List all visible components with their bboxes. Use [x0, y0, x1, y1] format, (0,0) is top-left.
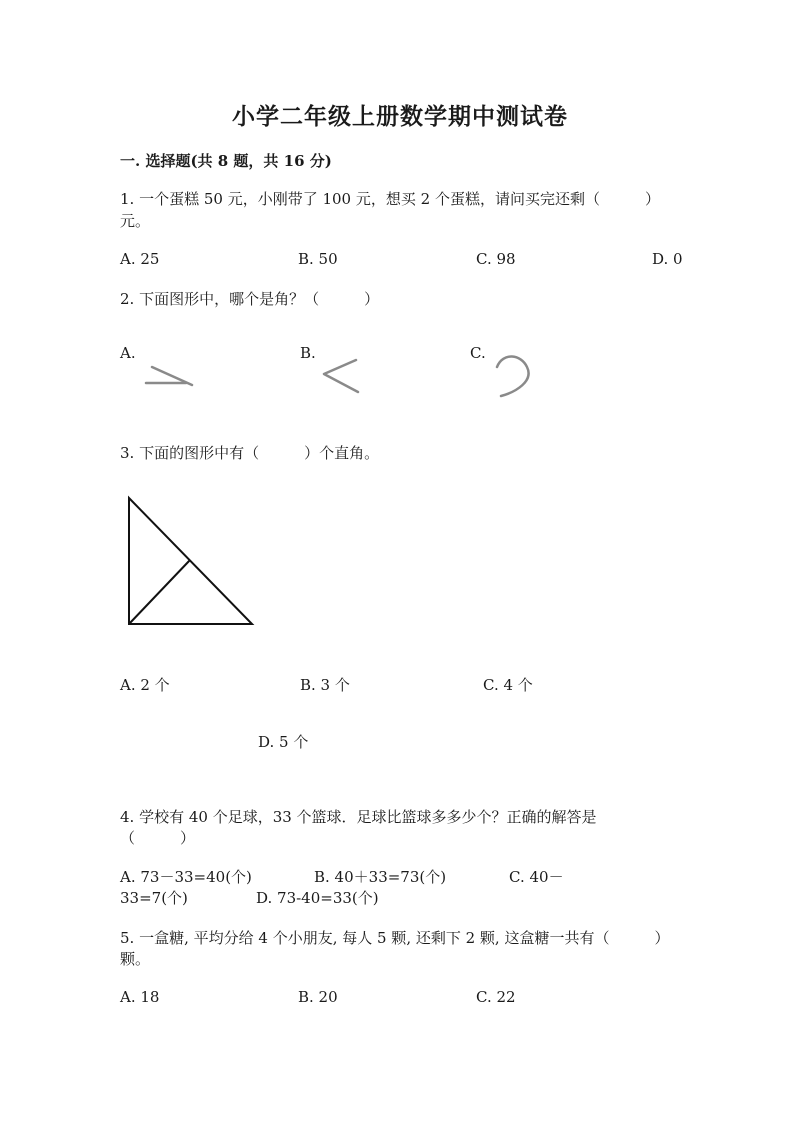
question-2-option-b: B.	[300, 344, 316, 362]
question-5-text-cont: 颗。	[120, 950, 151, 968]
question-3-text: 3. 下面的图形中有（ ）个直角。	[120, 444, 380, 462]
question-1-option-d: D. 0	[652, 250, 683, 268]
question-4-option-c-cont: 33=7(个)	[120, 889, 188, 907]
question-3-option-c: C. 4 个	[483, 676, 533, 694]
inner-segment	[129, 560, 190, 624]
question-3-option-d: D. 5 个	[258, 733, 309, 751]
question-3-option-a: A. 2 个	[120, 676, 170, 694]
question-4-text-cont: （ ）	[120, 829, 196, 847]
question-1-option-c: C. 98	[476, 250, 516, 268]
question-4-option-b: B. 40＋33=73(个)	[314, 868, 447, 886]
section-heading: 一. 选择题(共 8 题，共 16 分)	[120, 152, 332, 170]
page-title: 小学二年级上册数学期中测试卷	[232, 103, 568, 130]
question-4-option-c: C. 40－	[509, 868, 564, 886]
question-1-option-b: B. 50	[298, 250, 338, 268]
question-5-text: 5. 一盒糖, 平均分给 4 个小朋友, 每人 5 颗, 还剩下 2 颗, 这盒糖一共有（ ）	[120, 929, 670, 947]
question-4-text: 4. 学校有 40 个足球，33 个篮球．足球比篮球多多少个？正确的解答是	[120, 808, 597, 826]
question-1-text: 1. 一个蛋糕 50 元，小刚带了 100 元，想买 2 个蛋糕，请问买完还剩（ ）	[120, 190, 660, 208]
question-1-text-cont: 元。	[120, 212, 151, 230]
question-2-option-a: A.	[120, 344, 136, 362]
question-3-option-b: B. 3 个	[300, 676, 350, 694]
question-5-option-b: B. 20	[298, 988, 338, 1006]
question-4-option-d: D. 73-40=33(个)	[256, 889, 379, 907]
question-4-option-a: A. 73－33=40(个)	[120, 868, 252, 886]
question-1-option-a: A. 25	[120, 250, 160, 268]
question-5-option-c: C. 22	[476, 988, 516, 1006]
question-2-option-c: C.	[470, 344, 486, 362]
question-5-option-a: A. 18	[120, 988, 160, 1006]
question-2-text: 2. 下面图形中，哪个是角？（ ）	[120, 290, 380, 308]
